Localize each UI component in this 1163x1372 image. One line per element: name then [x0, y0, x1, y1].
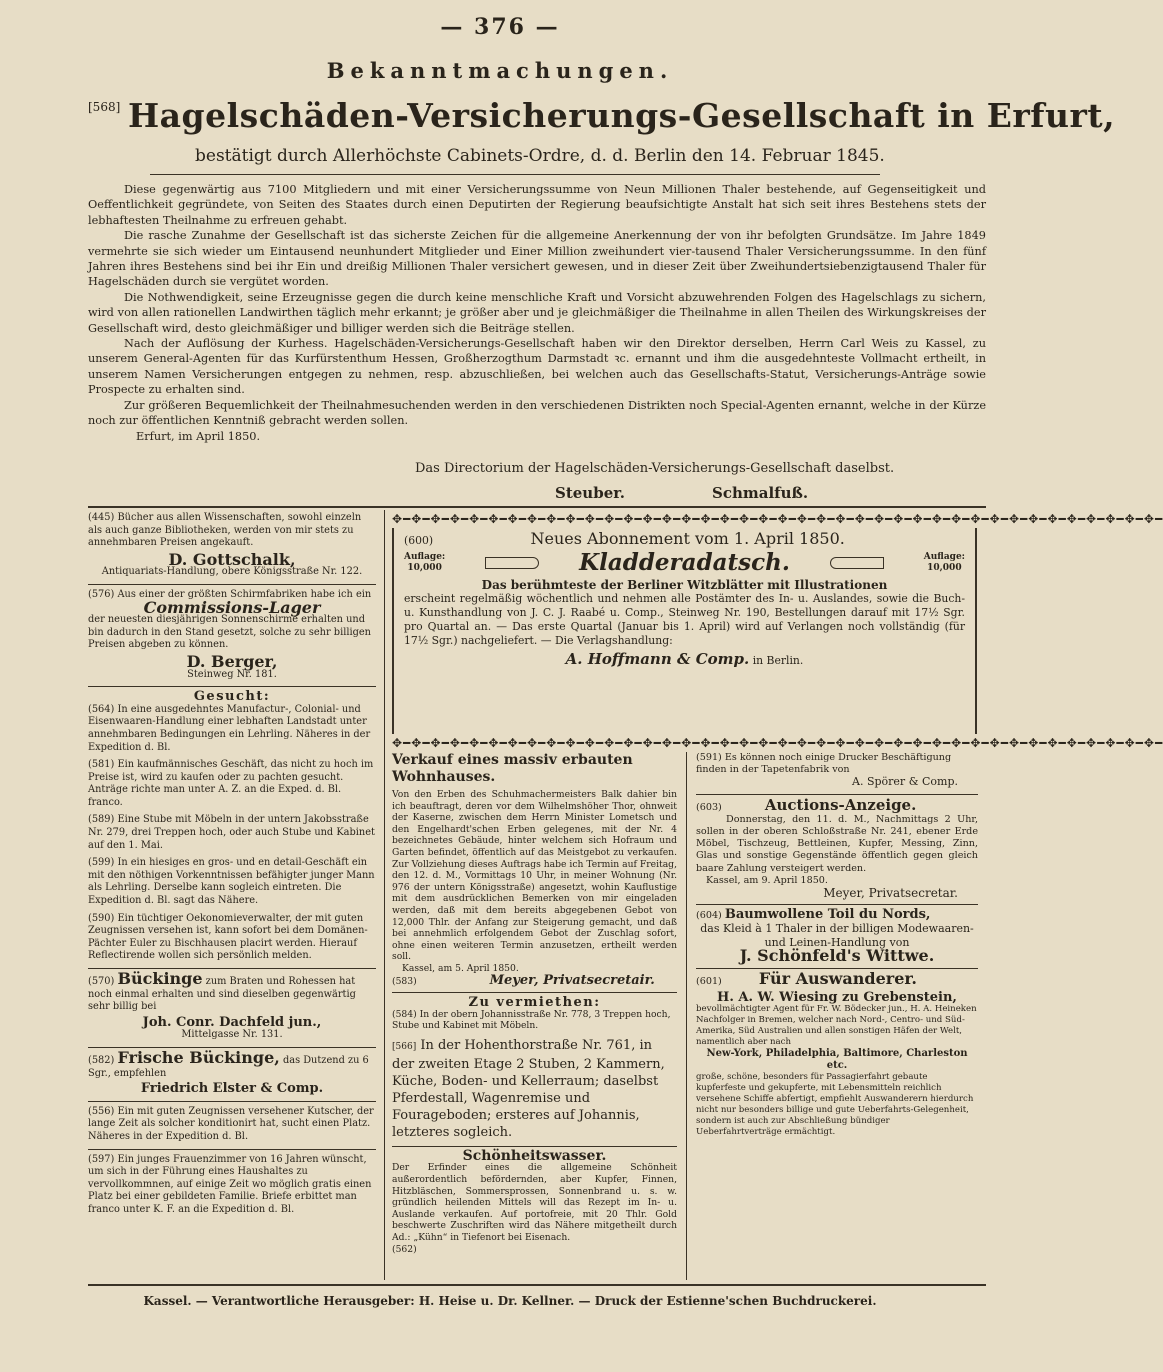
- signature: Schmalfuß.: [712, 484, 809, 502]
- signature: Friedrich Elster & Comp.: [140, 1081, 324, 1097]
- circulation-left: Auflage: 10,000: [404, 552, 446, 573]
- ad-heading: Commissions-Lager: [143, 597, 321, 617]
- ad-number: (600): [404, 534, 434, 547]
- pointing-hand-icon: [485, 557, 539, 569]
- ad-house-sale: Verkauf eines massiv erbauten Wohnhauses. Von den Erben des Schuhmachermeisters Balk dahier bin ich beauftragt, deren vor dem Wilhelmshöher Thor, ohnweit der Kaserne, zwischen dem Herrn Minister Lometsch und den Engelhardt'schen Erben gelegenes, mit der Nr. 4 bezeichnetes Gebäude, hinter welchem sich Hofraum und Garten befindet, öffentlich auf das Meistgebot zu verkaufen. Zur Vollziehung dieses Auftrags habe ich Termin auf Freitag, den 12. d. M., Vormittags 10 Uhr, in meiner Wohnung (Nr. 976 der untern Königsstraße) angesetzt, wohin Kauflustige mit dem ausdrücklichen Bemerken von mir eingeladen werden, daß mit dem bereits abgegebenen Gebot von 12,000 Thlr. der Anfang zur Steigerung gemacht, und daß bei annehmlich erfolgendem Gebot der Zuschlag sofort, ohne einen weiteren Termin anzusetzen, ertheilt werden soll. Kassel, am 5. April 1850. (583) Meyer, Privatsecretair.: [392, 752, 677, 988]
- divider: [696, 794, 978, 795]
- ad-566: [566] In der Hohenthorstraße Nr. 761, in der zweiten Etage 2 Stuben, 2 Kammern, Küche, Boden- und Kellerraum; daselbst Pferdestall, Wagenremise und Fourageboden; ersteres auf Johannis, letzteres sogleich.: [392, 1037, 665, 1140]
- divider: [88, 584, 376, 585]
- dateline: Kassel, am 5. April 1850.: [402, 962, 519, 974]
- circulation-right: Auflage: 10,000: [923, 552, 965, 573]
- signature: H. A. W. Wiesing zu Grebenstein,: [717, 989, 957, 1005]
- kladderadatsch-title: Kladderadatsch.: [579, 549, 790, 576]
- dateline: Erfurt, im April 1850.: [136, 429, 261, 443]
- divider: [88, 1284, 986, 1286]
- ad-601: (601) Für Auswanderer. H. A. W. Wiesing zu Grebenstein, bevollmächtigter Agent für Fr. W. Bödecker jun., H. A. Heineken Nachfolger in Bremen, welcher nach Nord-, Centro- und Süd-Amerika, Süd Australien und allen sonstigen Häfen der Welt, namentlich aber nach New-York, Philadelphia, Baltimore, Charleston etc. große, schöne, besonders für Passagierfahrt gebaute kupferfeste und gekupferte, mit Lebensmitteln reichlich versehene Schiffe abfertigt, empfiehlt Auswanderern hierdurch nicht nur besonders billige und gute Ueberfahrts-Gelegenheit, sondern ist auch zur Abschließung bündiger Ueberfahrtverträge ermächtigt.: [696, 968, 977, 1138]
- imprint-footer: Kassel. — Verantwortliche Herausgeber: H. Heise u. Dr. Kellner. — Druck der Estienne'schen Buchdruckerei.: [143, 1294, 877, 1308]
- pointing-hand-icon: [830, 557, 884, 569]
- ornament-border: ✥━✥━✥━✥━✥━✥━✥━✥━✥━✥━✥━✥━✥━✥━✥━✥━✥━✥━✥━✥━✥━✥━✥━✥━✥━✥━✥━✥━✥━✥━✥━✥━✥━✥━✥━✥━✥━✥━✥━✥━: [392, 512, 1163, 526]
- signature: D. Berger,: [186, 651, 278, 671]
- ad-heading: Neues Abonnement vom 1. April 1850.: [530, 529, 845, 548]
- signature: J. Schönfeld's Wittwe.: [739, 946, 935, 966]
- main-ad-title: Hagelschäden-Versicherungs-Gesellschaft in Erfurt,: [128, 96, 1116, 135]
- paragraph: Zur größeren Bequemlichkeit der Theilnahmesuchenden werden in den verschiedenen Distrikten noch Special-Agenten ernannt, welche in der Kürze noch zur öffentlichen Kenntniß gebracht werden sollen.: [88, 398, 986, 428]
- page-number: — 376 —: [440, 14, 560, 40]
- signature: Steuber.: [555, 484, 625, 502]
- ad-heading: Auctions-Anzeige.: [764, 795, 917, 814]
- paragraph: Die Nothwendigkeit, seine Erzeugnisse gegen die durch keine menschliche Kraft und Vorsicht abzuwehrenden Folgen des Hagelschlags zu sichern, wird von allen rationellen Landwirthen täglich mehr erkannt; je größer aber und je gleichmäßiger die Theilnahme in allen Theilen des Wirkungskreises der Gesellschaft wird, desto gleichmäßiger und billiger werden sich die Beiträge stellen.: [88, 290, 986, 335]
- ad-heading: Schönheitswasser.: [462, 1147, 607, 1164]
- signature: A. Spörer & Comp.: [852, 775, 958, 789]
- ad-582: (582) Frische Bückinge, das Dutzend zu 6 Sgr., empfehlen Friedrich Elster & Comp.: [88, 1052, 376, 1096]
- divider: [150, 174, 880, 175]
- column-divider: [686, 752, 687, 1280]
- ad-584: (584) In der obern Johannisstraße Nr. 778, 3 Treppen hoch, Stube und Kabinet mit Möbeln.: [392, 1008, 671, 1032]
- divider: [88, 506, 986, 508]
- ad-581: (581) Ein kaufmännisches Geschäft, das nicht zu hoch im Preise ist, wird zu kaufen oder zu pachten gesucht. Anträge richte man unter A. Z. an die Exped. d. Bl. franco.: [88, 759, 374, 808]
- ad-603: (603) Auctions-Anzeige. Donnerstag, den 11. d. M., Nachmittags 2 Uhr, sollen in der oberen Schloßstraße Nr. 241, ebener Erde Möbel, Tischzeug, Bettleinen, Kupfer, Messing, Zinn, Glas und sonstige Gegenstände öffentlich gegen gleich baare Zahlung versteigert werden. Kassel, am 9. April 1850. Meyer, Privatsecretar.: [696, 795, 978, 901]
- signature: D. Gottschalk,: [168, 549, 296, 569]
- divider: [88, 686, 376, 687]
- kladderadatsch-box: (600) Neues Abonnement vom 1. April 1850. Auflage: 10,000 Kladderadatsch. Auflage: 10,000 Das berühmteste der Berliner Witzblätter mit Illustrationen erscheint regelmäßig wöchentlich und nehmen alle Postämter des In- u. Auslandes, sowie die Buch- u. Kunsthandlung von J. C. J. Raabé u. Comp., Steinweg Nr. 190, Bestellungen darauf mit 17½ Sgr. pro Quartal an. — Das erste Quartal (Januar bis 1. April) wird auf Verlangen noch vollständig (für 17½ Sgr.) nachgeliefert. — Die Verlagshandlung: A. Hoffmann & Comp. in Berlin.: [392, 528, 977, 734]
- main-ad-header: [88, 96, 1116, 135]
- directorium-line: Das Directorium der Hagelschäden-Versicherungs-Gesellschaft daselbst.: [415, 461, 895, 476]
- ad-590: (590) Ein tüchtiger Oekonomieverwalter, der mit guten Zeugnissen versehen ist, kann sofort bei dem Domänen-Pächter Euler zu Bischhausen placirt werden. Hierauf Reflectirende wollen sich persönlich melden.: [88, 912, 368, 962]
- ad-445: (445) Bücher aus allen Wissenschaften, sowohl einzeln als auch ganze Bibliotheken, werden von mir stets zu annehmbaren Preisen angekauft. D. Gottschalk, Antiquariats-Handlung, obere Königsstraße Nr. 122.: [88, 512, 376, 579]
- section-title: Bekanntmachungen.: [326, 58, 674, 83]
- ad-556: (556) Ein mit guten Zeugnissen versehener Kutscher, der lange Zeit als solcher konditionirt hat, sucht einen Platz. Näheres in der Expedition d. Bl.: [88, 1105, 374, 1142]
- address: Mittelgasse Nr. 131.: [181, 1029, 283, 1041]
- destination-cities: New-York, Philadelphia, Baltimore, Charleston etc.: [706, 1048, 968, 1072]
- divider: [88, 1101, 376, 1102]
- dateline: Kassel, am 9. April 1850.: [706, 874, 828, 886]
- ad-591: (591) Es können noch einige Drucker Beschäftigung finden in der Tapetenfabrik von A. Spörer & Comp.: [696, 752, 978, 789]
- ad-576: (576) Aus einer der größten Schirmfabriken habe ich ein Commissions-Lager der neuesten diesjährigen Sonnenschirme erhalten und bin dadurch in den Stand gesetzt, solche zu sehr billigen Preisen abgeben zu können. D. Berger, Steinweg Nr. 181.: [88, 589, 376, 681]
- ad-heading: Baumwollene Toil du Nords,: [724, 907, 931, 923]
- paragraph: Die rasche Zunahme der Gesellschaft ist das sicherste Zeichen für die allgemeine Anerkennung der von ihr befolgten Grundsätze. Im Jahre 1849 vermehrte sie sich wieder um Eintausend neunhundert Mitglieder und Einer Million zweihundert vier-tausend Thaler Versicherungssumme. In den fünf Jahren ihres Bestehens sind bei ihr Ein und dreißig Millionen Thaler versichert gewesen, und in dieser Zeit über Zweihundertsiebenzigtausend Thaler für Hagelschäden durch sie vergütet worden.: [88, 229, 986, 289]
- main-ad-subtitle: bestätigt durch Allerhöchste Cabinets-Ordre, d. d. Berlin den 14. Februar 1845.: [195, 146, 885, 166]
- ad-heading: Verkauf eines massiv erbauten Wohnhauses.: [392, 752, 633, 785]
- divider: [88, 1149, 376, 1150]
- paragraph: Nach der Auflösung der Kurhess. Hagelschäden-Versicherungs-Gesellschaft haben wir den Direktor derselben, Herrn Carl Weis zu Kassel, zu unserem General-Agenten für das Kurfürstenthum Hessen, Großherzogthum Darmstadt ꝛc. ernannt und ihm die ausgedehnteste Vollmacht ertheilt, in unserem Namen Versicherungen entgegen zu nehmen, resp. abzuschließen, bei welchen auch das Gesellschafts-Statut, Versicherungs-Anträge sowie Prospecte zu erhalten sind.: [88, 337, 986, 397]
- right-column: [696, 752, 978, 1143]
- ad-589: (589) Eine Stube mit Möbeln in der untern Jakobsstraße Nr. 279, drei Treppen hoch, oder auch Stube und Kabinet auf den 1. Mai.: [88, 814, 375, 851]
- middle-column: [392, 752, 677, 1260]
- divider: [392, 992, 677, 993]
- category-heading: Zu vermiethen:: [468, 995, 601, 1011]
- divider: [696, 904, 978, 905]
- ad-599: (599) In ein hiesiges en gros- und en detail-Geschäft ein mit den nöthigen Vorkenntnissen befähigter junger Mann als Lehrling. Derselbe kann sogleich eintreten. Die Expedition d. Bl. sagt das Nähere.: [88, 857, 375, 907]
- ad-beauty-water: Schönheitswasser. Der Erfinder eines die allgemeine Schönheit außerordentlich befördernden, aber Kupfer, Finnen, Hitzbläschen, Sommersprossen, Sonnenbrand u. s. w. gründlich heilenden Mittels will das Rezept im In- u. Auslande verkaufen. Auf portofreie, mit 20 Thlr. Gold beschwerte Zuschriften wird das Nähere mitgetheilt durch Ad.: „Kühn“ in Tiefenort bei Eisenach. (562): [392, 1147, 677, 1255]
- signature: Joh. Conr. Dachfeld jun.,: [142, 1014, 322, 1030]
- address: Steinweg Nr. 181.: [187, 668, 277, 680]
- ad-heading: Für Auswanderer.: [758, 968, 917, 988]
- ad-570: (570) Bückinge zum Braten und Rohessen hat noch einmal erhalten und sind dieselben gegenwärtig sehr billig bei Joh. Conr. Dachfeld jun., Mittelgasse Nr. 131.: [88, 973, 376, 1042]
- ad-604: (604) Baumwollene Toil du Nords, das Kleid à 1 Thaler in der billigen Modewaaren- und Leinen-Handlung von J. Schönfeld's Wittwe.: [696, 909, 978, 962]
- ad-597: (597) Ein junges Frauenzimmer von 16 Jahren wünscht, um sich in der Führung eines Haushaltes zu vervollkommnen, auf einige Zeit wo möglich gratis einen Platz bei einer gebildeten Familie. Briefe erbittet man franco unter K. F. an die Expedition d. Bl.: [88, 1153, 372, 1215]
- left-column: [88, 512, 376, 1222]
- column-divider: [384, 510, 385, 1280]
- ad-number: [568]: [88, 100, 121, 114]
- address: Antiquariats-Handlung, obere Königsstraße Nr. 122.: [101, 566, 363, 578]
- ornament-border: ✥━✥━✥━✥━✥━✥━✥━✥━✥━✥━✥━✥━✥━✥━✥━✥━✥━✥━✥━✥━✥━✥━✥━✥━✥━✥━✥━✥━✥━✥━✥━✥━✥━✥━✥━✥━✥━✥━✥━✥━: [392, 736, 1163, 750]
- divider: [392, 1146, 677, 1147]
- ad-subheading: Das berühmteste der Berliner Witzblätter mit Illustrationen: [481, 578, 888, 592]
- ad-564: (564) In eine ausgedehntes Manufactur-, Colonial- und Eisenwaaren-Handlung einer lebhaften Landstadt unter annehmbaren Bedingungen ein Lehrling. Näheres in der Expedition d. Bl.: [88, 703, 371, 753]
- signature: Meyer, Privatsecretair.: [489, 972, 655, 988]
- signature: A. Hoffmann & Comp.: [565, 650, 750, 668]
- signature: Meyer, Privatsecretar.: [823, 886, 958, 901]
- main-ad-body: [88, 182, 986, 444]
- category-heading: Gesucht:: [193, 689, 271, 705]
- paragraph: Diese gegenwärtig aus 7100 Mitgliedern und mit einer Versicherungssumme von Neun Millionen Thaler bestehende, auf Gegenseitigkeit und Oeffentlichkeit gegründete, von Seiten des Staates durch einen Deputirten der Regierung beaufsichtigte Anstalt hat sich seit ihres Bestehens stets der lebhaftesten Theilnahme zu erfreuen gehabt.: [88, 183, 986, 227]
